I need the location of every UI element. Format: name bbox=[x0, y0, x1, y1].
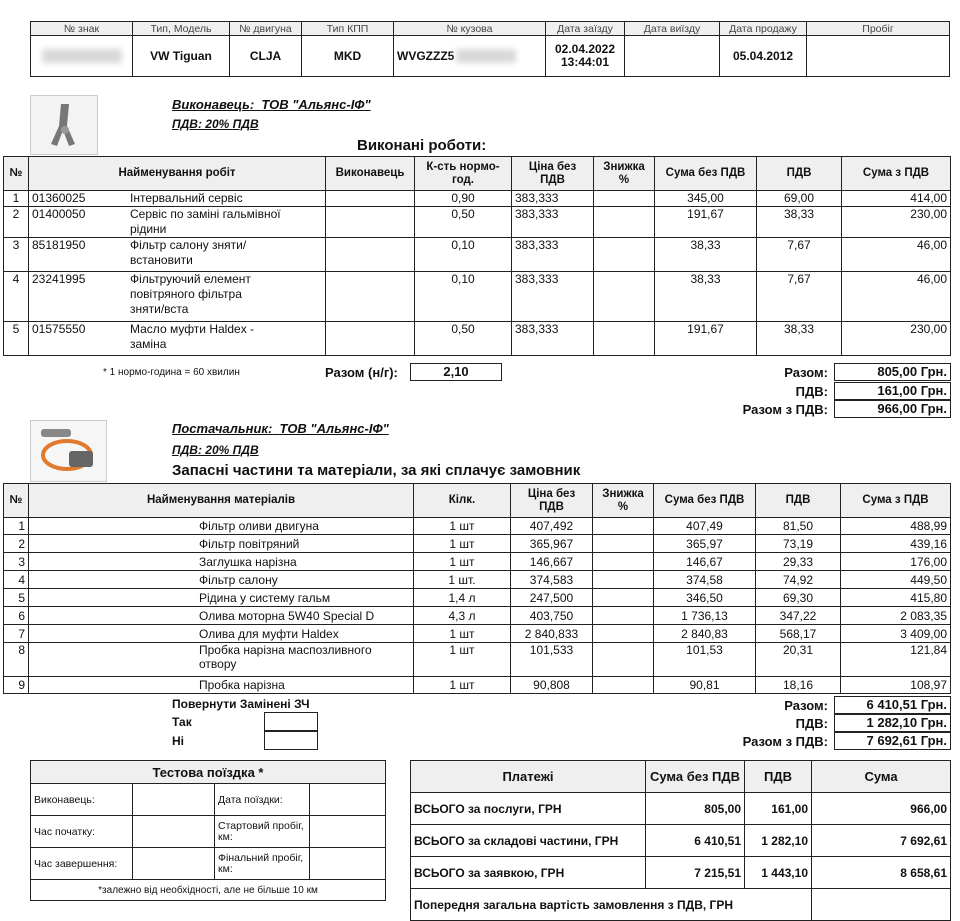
works-total: 414,00 bbox=[842, 191, 951, 207]
pay-label: ВСЬОГО за складові частини, ГРН bbox=[411, 825, 646, 857]
works-col-price: Ціна без ПДВ bbox=[512, 157, 594, 191]
parts-row bbox=[4, 571, 951, 589]
works-name: Фільтруючий елемент повітряного фільтра зняти/вста bbox=[130, 272, 251, 316]
works-vat: 7,67 bbox=[757, 238, 842, 272]
works-col-discount: Знижка % bbox=[594, 157, 655, 191]
executor-line bbox=[172, 97, 371, 112]
parts-sum: 146,67 bbox=[654, 553, 756, 571]
td-start-mileage-field[interactable] bbox=[310, 816, 386, 848]
parts-sum: 2 840,83 bbox=[654, 625, 756, 643]
parts-total: 488,99 bbox=[841, 518, 951, 535]
supplier-line bbox=[172, 421, 389, 436]
pay-col-vat: ПДВ bbox=[745, 761, 812, 793]
works-total: 230,00 bbox=[842, 207, 951, 238]
wrench-logo-icon bbox=[30, 95, 98, 155]
works-title: Виконані роботи: bbox=[357, 137, 487, 154]
works-price: 383,333 bbox=[512, 207, 594, 238]
parts-discount bbox=[593, 553, 654, 571]
td-note: *залежно від необхідності, але не більше 10 км bbox=[31, 880, 386, 901]
parts-row bbox=[4, 589, 951, 607]
works-price: 383,333 bbox=[512, 238, 594, 272]
col-plate: № знак bbox=[31, 22, 133, 36]
works-discount bbox=[594, 191, 655, 207]
col-departure: Дата виїзду bbox=[625, 22, 720, 36]
parts-qty: 1 шт bbox=[414, 535, 511, 553]
parts-name: Заглушка нарізна bbox=[29, 553, 414, 571]
works-n: 5 bbox=[4, 322, 29, 356]
parts-total: 2 083,35 bbox=[841, 607, 951, 625]
col-model: Тип, Модель bbox=[133, 22, 230, 36]
col-gearbox: Тип КПП bbox=[302, 22, 394, 36]
parts-n: 4 bbox=[4, 571, 29, 589]
td-date-label: Дата поїздки: bbox=[215, 784, 310, 816]
works-name: Сервіс по заміні гальмівної рідини bbox=[130, 207, 281, 236]
pay-col-label: Платежі bbox=[411, 761, 646, 793]
supplier-label: Постачальник: bbox=[172, 421, 273, 436]
parts-price: 2 840,833 bbox=[511, 625, 593, 643]
works-discount bbox=[594, 322, 655, 356]
parts-name: Фільтр оливи двигуна bbox=[29, 518, 414, 535]
works-total-value: 966,00 Грн. bbox=[834, 400, 951, 418]
parts-sum: 346,50 bbox=[654, 589, 756, 607]
departure-value bbox=[625, 36, 720, 77]
works-price: 383,333 bbox=[512, 191, 594, 207]
works-row bbox=[4, 238, 951, 272]
works-col-hours: К-сть нормо-год. bbox=[415, 157, 512, 191]
works-price: 383,333 bbox=[512, 272, 594, 322]
works-code: 23241995 bbox=[32, 272, 86, 286]
works-code: 01360025 bbox=[32, 191, 86, 205]
parts-discount bbox=[593, 535, 654, 553]
parts-sum: 1 736,13 bbox=[654, 607, 756, 625]
payment-row bbox=[411, 825, 951, 857]
works-n: 4 bbox=[4, 272, 29, 322]
parts-discount bbox=[593, 677, 654, 694]
td-executor-field[interactable] bbox=[133, 784, 215, 816]
payments-table bbox=[410, 760, 951, 921]
arrival-date: 02.04.2022 bbox=[554, 42, 616, 56]
parts-discount bbox=[593, 625, 654, 643]
works-discount bbox=[594, 272, 655, 322]
parts-col-price: Ціна без ПДВ bbox=[511, 484, 593, 518]
parts-sum: 374,58 bbox=[654, 571, 756, 589]
works-discount bbox=[594, 238, 655, 272]
parts-n: 9 bbox=[4, 677, 29, 694]
test-drive-title: Тестова поїздка * bbox=[31, 761, 386, 784]
works-hours: 0,90 bbox=[415, 191, 512, 207]
pay-net: 7 215,51 bbox=[646, 857, 745, 889]
return-yes-label: Так bbox=[172, 715, 192, 729]
supplier-name: ТОВ "Альянс-ІФ" bbox=[279, 421, 389, 436]
works-table bbox=[3, 156, 951, 356]
works-name: Фільтр салону зняти/встановити bbox=[130, 238, 247, 267]
parts-name: Пробка нарізна bbox=[29, 677, 414, 694]
pay-col-net: Сума без ПДВ bbox=[646, 761, 745, 793]
return-no-box[interactable] bbox=[264, 731, 318, 750]
parts-total-label: Разом з ПДВ: bbox=[742, 734, 828, 749]
works-col-name: Найменування робіт bbox=[29, 157, 326, 191]
parts-name: Олива моторна 5W40 Special D bbox=[29, 607, 414, 625]
pay-col-total: Сума bbox=[812, 761, 951, 793]
gearbox-value: MKD bbox=[302, 36, 394, 77]
works-name: Масло муфти Haldex - заміна bbox=[130, 322, 255, 351]
parts-discount bbox=[593, 589, 654, 607]
parts-discount bbox=[593, 571, 654, 589]
col-mileage: Пробіг bbox=[807, 22, 950, 36]
parts-sum: 407,49 bbox=[654, 518, 756, 535]
parts-qty: 1 шт bbox=[414, 625, 511, 643]
parts-n: 5 bbox=[4, 589, 29, 607]
pay-total: 966,00 bbox=[812, 793, 951, 825]
parts-vat: 81,50 bbox=[756, 518, 841, 535]
works-price: 383,333 bbox=[512, 322, 594, 356]
works-vat: 69,00 bbox=[757, 191, 842, 207]
parts-total-value: 7 692,61 Грн. bbox=[834, 732, 951, 750]
parts-qty: 4,3 л bbox=[414, 607, 511, 625]
parts-col-total: Сума з ПДВ bbox=[841, 484, 951, 518]
parts-qty: 1 шт. bbox=[414, 571, 511, 589]
parts-n: 1 bbox=[4, 518, 29, 535]
executor-name: ТОВ "Альянс-ІФ" bbox=[261, 97, 371, 112]
col-engine: № двигуна bbox=[230, 22, 302, 36]
parts-row bbox=[4, 607, 951, 625]
parts-sum: 90,81 bbox=[654, 677, 756, 694]
works-hours: 0,50 bbox=[415, 322, 512, 356]
works-total: 230,00 bbox=[842, 322, 951, 356]
works-code: 01575550 bbox=[32, 322, 86, 336]
parts-qty: 1 шт bbox=[414, 518, 511, 535]
parts-logo-icon bbox=[30, 420, 107, 482]
works-row bbox=[4, 191, 951, 207]
parts-price: 374,583 bbox=[511, 571, 593, 589]
works-name-cell bbox=[29, 207, 326, 238]
parts-total: 176,00 bbox=[841, 553, 951, 571]
parts-qty: 1 шт bbox=[414, 553, 511, 571]
works-code: 01400050 bbox=[32, 207, 86, 221]
parts-name: Фільтр повітряний bbox=[29, 535, 414, 553]
col-arrival: Дата заїзду bbox=[546, 22, 625, 36]
parts-sum-value: 6 410,51 Грн. bbox=[834, 696, 951, 714]
parts-price: 407,492 bbox=[511, 518, 593, 535]
parts-total: 449,50 bbox=[841, 571, 951, 589]
parts-row bbox=[4, 535, 951, 553]
pay-vat: 1 443,10 bbox=[745, 857, 812, 889]
hours-total-label: Разом (н/г): bbox=[325, 365, 398, 380]
parts-row bbox=[4, 677, 951, 694]
pay-label: ВСЬОГО за заявкою, ГРН bbox=[411, 857, 646, 889]
pay-label: ВСЬОГО за послуги, ГРН bbox=[411, 793, 646, 825]
parts-col-sum: Сума без ПДВ bbox=[654, 484, 756, 518]
hours-total-value: 2,10 bbox=[410, 363, 502, 381]
td-date-field[interactable] bbox=[310, 784, 386, 816]
parts-n: 7 bbox=[4, 625, 29, 643]
works-row bbox=[4, 207, 951, 238]
parts-vat: 73,19 bbox=[756, 535, 841, 553]
works-sum: 191,67 bbox=[655, 322, 757, 356]
works-vat-note: ПДВ: 20% ПДВ bbox=[172, 117, 259, 131]
works-footnote: * 1 нормо-година = 60 хвилин bbox=[103, 367, 240, 378]
arrival-time: 13:44:01 bbox=[560, 55, 610, 69]
sale-value: 05.04.2012 bbox=[720, 36, 807, 77]
parts-price: 365,967 bbox=[511, 535, 593, 553]
parts-total: 439,16 bbox=[841, 535, 951, 553]
td-end-mileage-field[interactable] bbox=[310, 848, 386, 880]
parts-vat: 29,33 bbox=[756, 553, 841, 571]
parts-name: Пробка нарізна маспозливного отвору bbox=[29, 643, 414, 677]
works-n: 2 bbox=[4, 207, 29, 238]
works-vat-label: ПДВ: bbox=[795, 384, 828, 399]
parts-discount bbox=[593, 643, 654, 677]
works-executor bbox=[326, 238, 415, 272]
parts-table bbox=[3, 483, 951, 694]
td-end-field[interactable] bbox=[133, 848, 215, 880]
works-row bbox=[4, 322, 951, 356]
return-parts-label: Повернути Замінені ЗЧ bbox=[172, 697, 310, 711]
plate-value bbox=[31, 36, 133, 77]
works-total: 46,00 bbox=[842, 238, 951, 272]
works-col-executor: Виконавець bbox=[326, 157, 415, 191]
col-sale: Дата продажу bbox=[720, 22, 807, 36]
works-col-total: Сума з ПДВ bbox=[842, 157, 951, 191]
works-name-cell bbox=[29, 191, 326, 207]
parts-price: 146,667 bbox=[511, 553, 593, 571]
works-sum-value: 805,00 Грн. bbox=[834, 363, 951, 381]
parts-total: 121,84 bbox=[841, 643, 951, 677]
executor-label: Виконавець: bbox=[172, 97, 255, 112]
parts-col-name: Найменування матеріалів bbox=[29, 484, 414, 518]
works-code: 85181950 bbox=[32, 238, 86, 252]
parts-vat: 74,92 bbox=[756, 571, 841, 589]
td-executor-label: Виконавець: bbox=[31, 784, 133, 816]
parts-discount bbox=[593, 518, 654, 535]
parts-n: 2 bbox=[4, 535, 29, 553]
parts-n: 6 bbox=[4, 607, 29, 625]
works-hours: 0,10 bbox=[415, 272, 512, 322]
works-n: 3 bbox=[4, 238, 29, 272]
col-vin: № кузова bbox=[394, 22, 546, 36]
pay-net: 6 410,51 bbox=[646, 825, 745, 857]
parts-qty: 1,4 л bbox=[414, 589, 511, 607]
parts-price: 90,808 bbox=[511, 677, 593, 694]
works-col-n: № bbox=[4, 157, 29, 191]
parts-row bbox=[4, 553, 951, 571]
parts-vat: 347,22 bbox=[756, 607, 841, 625]
works-sum: 191,67 bbox=[655, 207, 757, 238]
parts-vat: 69,30 bbox=[756, 589, 841, 607]
works-vat-value: 161,00 Грн. bbox=[834, 382, 951, 400]
vin-value bbox=[394, 36, 546, 77]
engine-value: CLJA bbox=[230, 36, 302, 77]
parts-qty: 1 шт bbox=[414, 677, 511, 694]
works-discount bbox=[594, 207, 655, 238]
parts-n: 3 bbox=[4, 553, 29, 571]
parts-vat: 568,17 bbox=[756, 625, 841, 643]
parts-qty: 1 шт bbox=[414, 643, 511, 677]
pay-net: 805,00 bbox=[646, 793, 745, 825]
parts-name: Фільтр салону bbox=[29, 571, 414, 589]
parts-sum-label: Разом: bbox=[784, 698, 828, 713]
return-no-label: Ні bbox=[172, 734, 184, 748]
works-hours: 0,50 bbox=[415, 207, 512, 238]
parts-col-vat: ПДВ bbox=[756, 484, 841, 518]
works-vat: 38,33 bbox=[757, 322, 842, 356]
parts-vat: 20,31 bbox=[756, 643, 841, 677]
vin-text: WVGZZZ5 bbox=[397, 48, 455, 63]
parts-vat-note: ПДВ: 20% ПДВ bbox=[172, 443, 259, 457]
pay-total: 7 692,61 bbox=[812, 825, 951, 857]
parts-row bbox=[4, 518, 951, 535]
arrival-value bbox=[546, 36, 625, 77]
works-vat: 7,67 bbox=[757, 272, 842, 322]
works-sum: 345,00 bbox=[655, 191, 757, 207]
works-name-cell bbox=[29, 238, 326, 272]
td-end-mileage-label: Фінальний пробіг, км: bbox=[215, 848, 310, 880]
parts-vat: 18,16 bbox=[756, 677, 841, 694]
works-name-cell bbox=[29, 322, 326, 356]
parts-col-discount: Знижка % bbox=[593, 484, 654, 518]
works-n: 1 bbox=[4, 191, 29, 207]
pay-vat: 1 282,10 bbox=[745, 825, 812, 857]
works-name: Інтервальний сервіс bbox=[130, 191, 243, 205]
parts-row bbox=[4, 625, 951, 643]
parts-row bbox=[4, 643, 951, 677]
vehicle-table bbox=[30, 21, 950, 77]
works-executor bbox=[326, 272, 415, 322]
parts-vat-value: 1 282,10 Грн. bbox=[834, 714, 951, 732]
parts-name: Рідина у систему гальм bbox=[29, 589, 414, 607]
parts-col-n: № bbox=[4, 484, 29, 518]
parts-price: 403,750 bbox=[511, 607, 593, 625]
parts-name: Олива для муфти Haldex bbox=[29, 625, 414, 643]
parts-sum: 101,53 bbox=[654, 643, 756, 677]
return-yes-box[interactable] bbox=[264, 712, 318, 731]
works-executor bbox=[326, 191, 415, 207]
works-total-label: Разом з ПДВ: bbox=[742, 402, 828, 417]
works-sum: 38,33 bbox=[655, 272, 757, 322]
parts-price: 247,500 bbox=[511, 589, 593, 607]
td-start-mileage-label: Стартовий пробіг, км: bbox=[215, 816, 310, 848]
payment-row bbox=[411, 793, 951, 825]
parts-price: 101,533 bbox=[511, 643, 593, 677]
works-executor bbox=[326, 322, 415, 356]
parts-title: Запасні частини та матеріали, за які сплачує замовник bbox=[172, 462, 581, 479]
pay-vat: 161,00 bbox=[745, 793, 812, 825]
parts-total: 3 409,00 bbox=[841, 625, 951, 643]
td-start-label: Час початку: bbox=[31, 816, 133, 848]
pay-total: 8 658,61 bbox=[812, 857, 951, 889]
td-end-label: Час завершення: bbox=[31, 848, 133, 880]
works-col-sum: Сума без ПДВ bbox=[655, 157, 757, 191]
parts-vat-label: ПДВ: bbox=[795, 716, 828, 731]
works-hours: 0,10 bbox=[415, 238, 512, 272]
parts-n: 8 bbox=[4, 643, 29, 677]
works-executor bbox=[326, 207, 415, 238]
works-col-vat: ПДВ bbox=[757, 157, 842, 191]
works-vat: 38,33 bbox=[757, 207, 842, 238]
works-sum: 38,33 bbox=[655, 238, 757, 272]
parts-col-qty: Кілк. bbox=[414, 484, 511, 518]
works-name-cell bbox=[29, 272, 326, 322]
pay-prelim-value bbox=[812, 889, 951, 921]
pay-prelim-label: Попередня загальна вартість замовлення з ПДВ, ГРН bbox=[411, 889, 812, 921]
payment-row bbox=[411, 857, 951, 889]
test-drive-table bbox=[30, 760, 386, 901]
works-total: 46,00 bbox=[842, 272, 951, 322]
works-row bbox=[4, 272, 951, 322]
parts-total: 415,80 bbox=[841, 589, 951, 607]
works-sum-label: Разом: bbox=[784, 365, 828, 380]
parts-discount bbox=[593, 607, 654, 625]
parts-total: 108,97 bbox=[841, 677, 951, 694]
td-start-field[interactable] bbox=[133, 816, 215, 848]
model-value: VW Tiguan bbox=[133, 36, 230, 77]
mileage-value bbox=[807, 36, 950, 77]
parts-sum: 365,97 bbox=[654, 535, 756, 553]
